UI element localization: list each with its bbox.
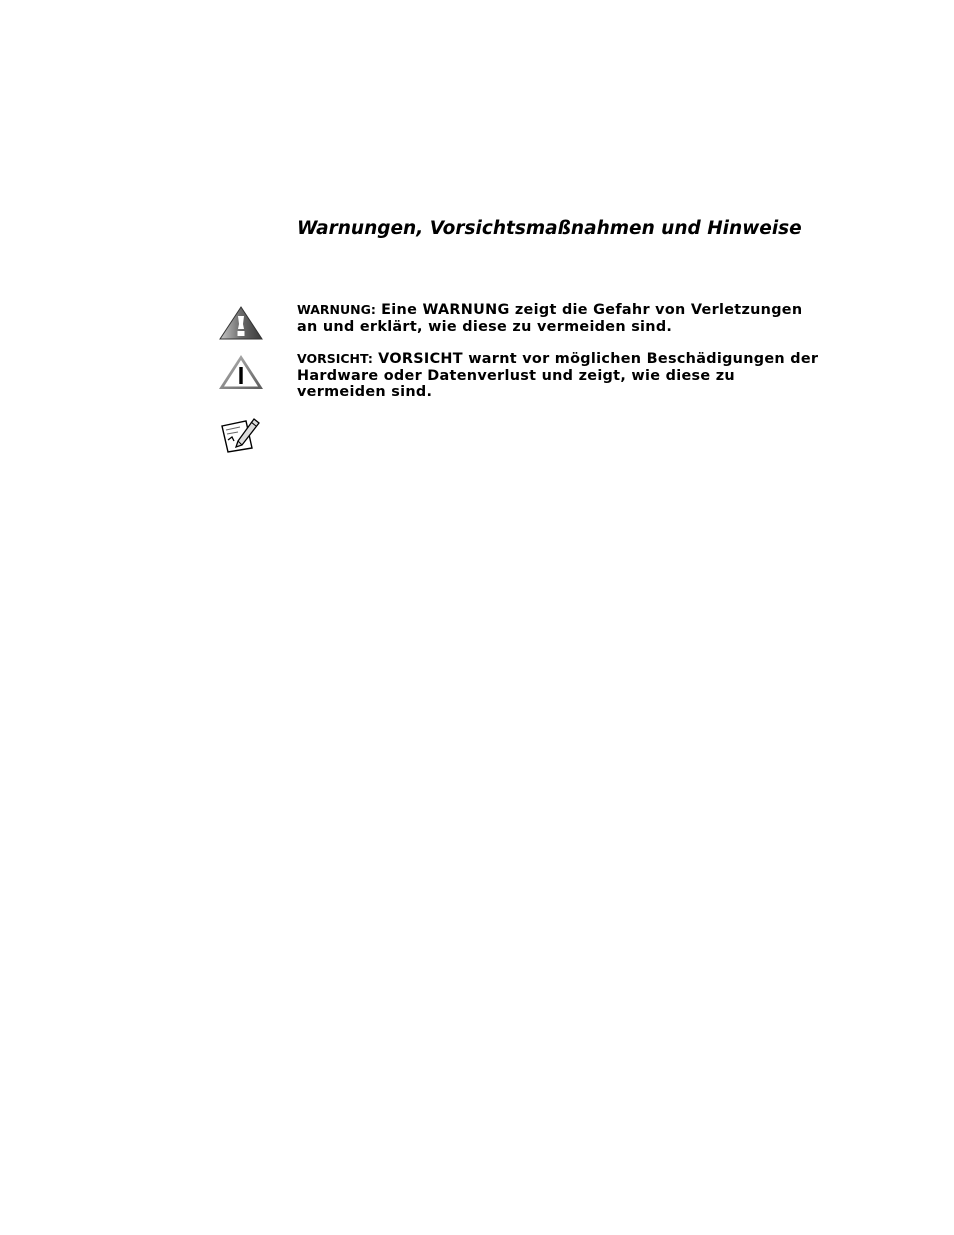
caution-note xyxy=(297,351,827,401)
warning-text: Eine WARNUNG zeigt die Gefahr von Verletzungen an und erklärt, wie diese zu vermeiden sind. xyxy=(297,302,803,335)
caution-label: VORSICHT: xyxy=(297,351,373,366)
warning-label: WARNUNG: xyxy=(297,302,376,317)
caution-text: VORSICHT warnt vor möglichen Beschädigungen der Hardware oder Datenverlust und zeigt, wie diese zu vermeiden sind. xyxy=(297,351,819,400)
note-pencil-icon xyxy=(220,418,262,454)
warning-note xyxy=(297,302,827,335)
warning-triangle-icon xyxy=(218,305,264,341)
section-title: Warnungen, Vorsichtsmaßnahmen und Hinweise xyxy=(297,218,802,239)
caution-triangle-icon xyxy=(218,354,264,390)
